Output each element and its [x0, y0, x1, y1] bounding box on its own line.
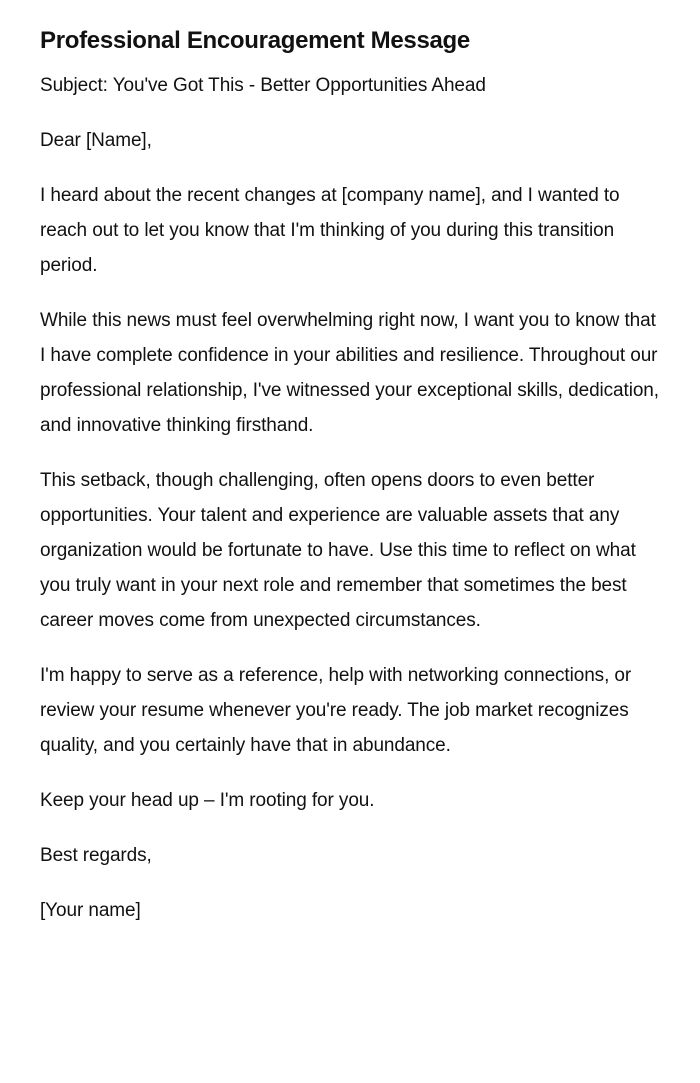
document-title: Professional Encouragement Message	[40, 27, 470, 54]
body-paragraph-4: I'm happy to serve as a reference, help with networking connections, or review your resume whenever you're ready. The job market recognizes quality, and you certainly have that in abundance.	[40, 665, 632, 756]
body-paragraph-3: This setback, though challenging, often opens doors to even better opportunities. Your talent and experience are valuable assets that any organization would be fortunate to have. Use this time to reflect on what you truly want in your next role and remember that sometimes the best career moves come from unexpected circumstances.	[40, 470, 636, 631]
closing: Best regards,	[40, 845, 152, 866]
body-paragraph-5: Keep your head up – I'm rooting for you.	[40, 790, 375, 811]
greeting: Dear [Name],	[40, 130, 152, 151]
subject-line: Subject: You've Got This - Better Opportunities Ahead	[40, 75, 486, 96]
body-paragraph-2: While this news must feel overwhelming right now, I want you to know that I have complete confidence in your abilities and resilience. Throughout our professional relationship, I've witnessed your exceptional skills, dedication, and innovative thinking firsthand.	[40, 310, 659, 436]
body-paragraph-1: I heard about the recent changes at [company name], and I wanted to reach out to let you know that I'm thinking of you during this transition period.	[40, 185, 620, 276]
signature: [Your name]	[40, 900, 141, 921]
